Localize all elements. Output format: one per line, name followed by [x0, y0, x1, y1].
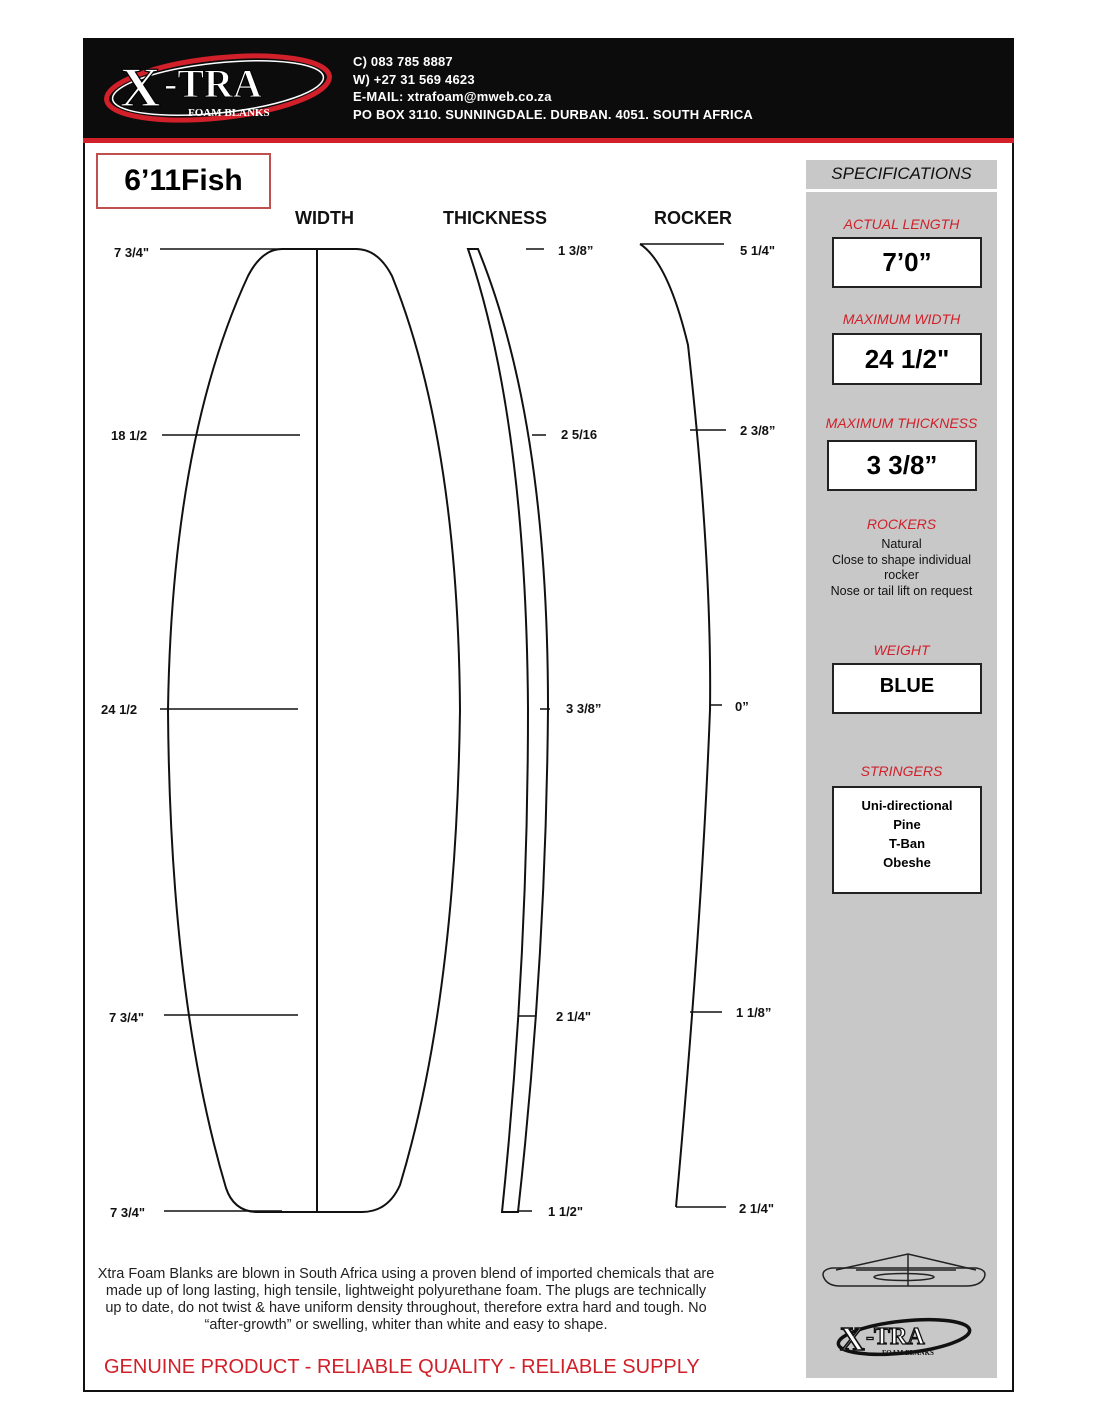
rockers-line: Nose or tail lift on request [830, 583, 973, 598]
rockers-line: Close to shape individual [832, 552, 971, 567]
xtra-footer-logo [832, 1310, 978, 1364]
width-outline [168, 249, 460, 1212]
stringer-item: T-Ban [888, 836, 926, 851]
board-blank-illustration [816, 1248, 992, 1294]
thickness-box [827, 440, 977, 491]
svg-text:-TRA: -TRA [866, 1324, 925, 1350]
thickness-dim-upper: 2 5/16 [561, 427, 598, 442]
stringer-item: Obeshe [883, 855, 931, 870]
contact-work: W) +27 31 569 4623 [353, 71, 475, 87]
thickness-dim-bottom: 1 1/2" [548, 1204, 584, 1219]
width-dim-bottom: 7 3/4" [110, 1205, 146, 1220]
width-dim-top: 7 3/4" [114, 245, 150, 260]
svg-text:FOAM BLANKS: FOAM BLANKS [882, 1349, 934, 1357]
model-name: 6’11Fish [124, 164, 243, 197]
svg-text:X: X [120, 57, 161, 119]
stringers-box [832, 786, 982, 894]
rocker-column-title: ROCKER [654, 208, 733, 228]
rocker-dim-top: 5 1/4" [740, 243, 776, 258]
thickness-dim-top: 1 3/8” [558, 243, 594, 258]
stringers-label: STRINGERS [860, 763, 943, 779]
stringer-item: Pine [893, 817, 921, 832]
tagline: GENUINE PRODUCT - RELIABLE QUALITY - RELIABLE SUPPLY [104, 1356, 700, 1378]
thickness-outline [468, 249, 548, 1212]
width-dim-mid: 24 1/2 [101, 702, 138, 717]
thickness-column-title: THICKNESS [443, 208, 548, 228]
width-value: 24 1/2" [864, 343, 950, 374]
length-label: ACTUAL LENGTH [843, 216, 960, 232]
thickness-value: 3 3/8” [866, 450, 938, 480]
product-description: Xtra Foam Blanks are blown in South Africa using a proven blend of imported chemicals that are made up of long lasting, high tensile, lightweight polyurethane foam. The plugs are technically up to date, do not twist & have uniform density throughout, therefore extra hard and tough. No “after-growth” or swelling, whiter than white and easy to shape. [97, 1266, 715, 1333]
rocker-dim-bottom: 2 1/4" [739, 1201, 775, 1216]
rockers-description [806, 537, 997, 599]
contact-address: PO BOX 3110. SUNNINGDALE. DURBAN. 4051. SOUTH AFRICA [353, 106, 753, 122]
rocker-curve [640, 244, 710, 1207]
rocker-dim-mid: 0” [735, 699, 749, 714]
length-value: 7’0” [882, 247, 932, 277]
weight-value: BLUE [879, 675, 935, 697]
contact-email[interactable]: E-MAIL: xtrafoam@mweb.co.za [353, 89, 552, 104]
stringer-item: Uni-directional [861, 798, 953, 813]
rockers-line: rocker [884, 568, 919, 582]
contact-cell: C) 083 785 8887 [353, 54, 453, 69]
thickness-label: MAXIMUM THICKNESS [825, 415, 978, 431]
weight-label: WEIGHT [873, 642, 930, 658]
width-box [832, 333, 982, 385]
thickness-dim-mid: 3 3/8” [566, 701, 602, 716]
rocker-dim-upper: 2 3/8” [740, 423, 776, 438]
weight-box [832, 663, 982, 714]
length-box [832, 237, 982, 288]
width-dim-upper: 18 1/2 [111, 428, 148, 443]
rockers-line: Natural [881, 537, 922, 551]
rocker-dim-lower: 1 1/8” [736, 1005, 772, 1020]
width-column-title: WIDTH [295, 208, 354, 228]
width-label: MAXIMUM WIDTH [842, 311, 961, 327]
specifications-divider [806, 189, 997, 192]
logo-subtext: FOAM BLANKS [188, 107, 270, 119]
specifications-title: SPECIFICATIONS [831, 164, 972, 183]
svg-text:-TRA: -TRA [164, 61, 262, 106]
width-dim-lower: 7 3/4" [109, 1010, 145, 1025]
rockers-label: ROCKERS [866, 516, 937, 532]
thickness-dim-lower: 2 1/4" [556, 1009, 592, 1024]
svg-text:X: X [840, 1321, 865, 1358]
